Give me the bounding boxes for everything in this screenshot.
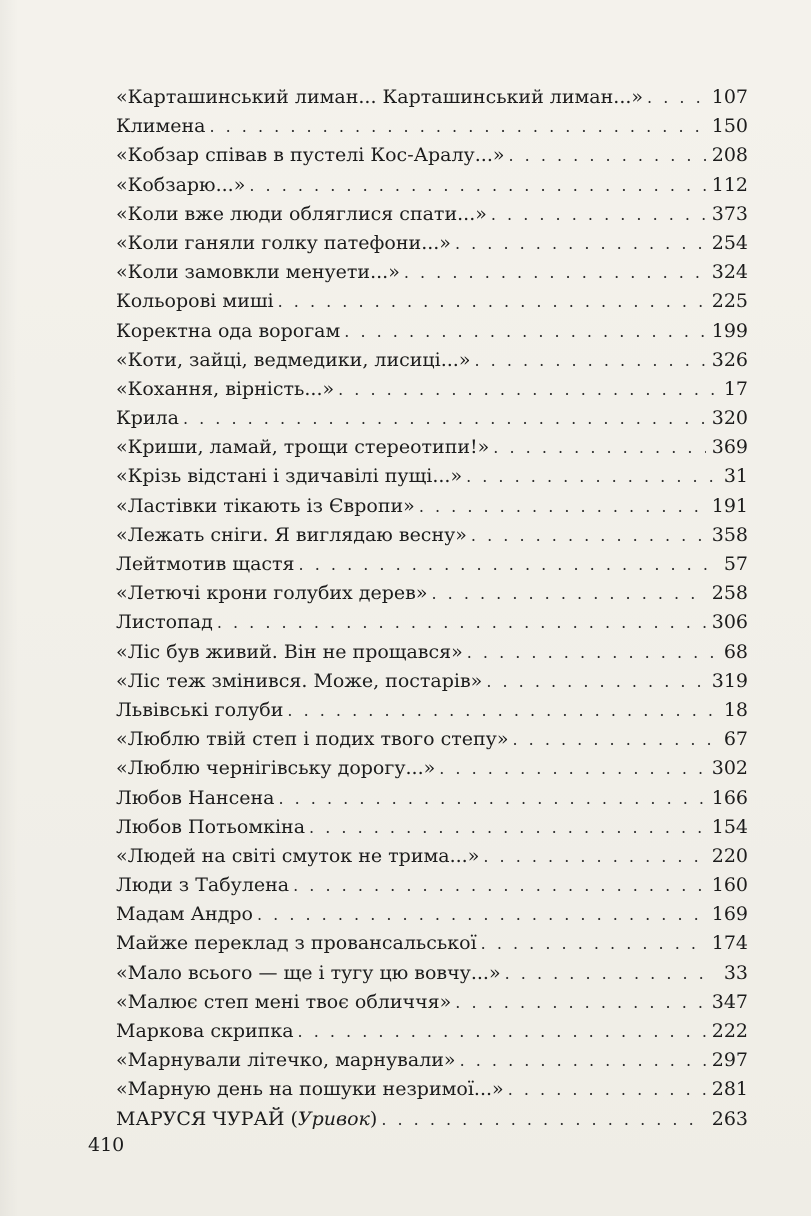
toc-entry	[116, 433, 748, 462]
toc-entry	[116, 200, 748, 229]
toc-entry	[116, 1075, 748, 1104]
toc-page-number: 17	[723, 377, 748, 400]
toc-entry-title: «Коли замовкли менуети...»	[116, 261, 400, 284]
toc-entry-title: «Люблю твій степ і подих твого степу»	[116, 728, 509, 751]
toc-leader-dots	[338, 375, 714, 404]
toc-entry-title: Лейтмотив щастя	[116, 553, 295, 575]
toc-entry	[116, 287, 748, 316]
toc-leader-dots	[404, 258, 706, 287]
toc-page-number: 208	[711, 144, 748, 167]
toc-page-number: 31	[723, 465, 748, 488]
toc-entry-title	[116, 1105, 381, 1134]
toc-entry-title: «Ліс був живий. Він не прощався»	[116, 640, 463, 663]
toc-page-number: 166	[711, 786, 748, 809]
toc-entry-title: Листопад	[116, 611, 213, 634]
toc-page-number: 297	[711, 1049, 748, 1072]
toc-entry-title: Мадам Андро	[116, 903, 253, 926]
toc-page-number: 306	[711, 611, 748, 634]
toc-entry-title: «Марную день на пошуки незримої...»	[116, 1078, 504, 1101]
toc-leader-dots	[508, 141, 705, 170]
toc-leader-dots	[486, 667, 705, 696]
toc-entry	[116, 521, 748, 550]
toc-page-number: 373	[711, 202, 748, 225]
toc-entry	[116, 638, 748, 667]
toc-leader-dots	[299, 550, 714, 579]
toc-leader-dots	[471, 521, 706, 550]
toc-page-number: 68	[723, 640, 748, 663]
toc-entry	[116, 929, 748, 958]
toc-page-number: 320	[711, 407, 748, 430]
toc-leader-dots	[474, 346, 705, 375]
toc-entry-title: «Кохання, вірність...»	[116, 377, 335, 400]
toc-entry-title: «Люблю чернігівську дорогу...»	[116, 757, 436, 780]
toc-entry	[116, 1017, 748, 1046]
toc-entry-title-italic: Уривок	[297, 1107, 370, 1130]
toc-entry	[116, 725, 748, 754]
toc-page-number: 281	[711, 1078, 748, 1101]
toc-entry	[116, 404, 748, 433]
toc-leader-dots	[209, 112, 705, 141]
toc-leader-dots	[439, 754, 705, 783]
toc-page-number: 302	[711, 757, 748, 780]
toc-leader-dots	[505, 959, 714, 988]
toc-entry-title: Коректна ода ворогам	[116, 319, 341, 342]
toc-entry	[116, 112, 748, 141]
toc-entry-title: «Людей на світі смуток не трима...»	[116, 844, 480, 867]
toc-page-number: 18	[723, 698, 748, 721]
toc-page-number: 160	[711, 874, 748, 897]
toc-page-number: 112	[711, 173, 748, 196]
toc-page-number: 220	[711, 844, 748, 867]
toc-page-number: 358	[711, 523, 748, 546]
toc-page-number: 150	[711, 115, 748, 138]
toc-page-number: 33	[723, 961, 748, 984]
toc-entry-title: «Кобзар співав в пустелі Кос-Аралу...»	[116, 144, 505, 167]
toc-page-number: 369	[711, 436, 748, 459]
toc-entry	[116, 141, 748, 170]
toc-leader-dots	[455, 988, 705, 1017]
toc-entry-title: «Лежать сніги. Я виглядаю весну»	[116, 523, 467, 546]
toc-entry-title: Кольорові миші	[116, 290, 274, 313]
toc-entry	[116, 784, 748, 813]
toc-leader-dots	[344, 317, 705, 346]
toc-leader-dots	[217, 608, 706, 637]
toc-entry-title: «Карташинський лиман... Карташинський лиман...»	[116, 86, 644, 108]
toc-entry-title: «Кобзарю...»	[116, 173, 246, 196]
toc-page-number: 326	[711, 348, 748, 371]
toc-entry-title: Любов Потьомкіна	[116, 815, 306, 838]
toc-page-number: 324	[711, 261, 748, 284]
toc-entry-title: Люди з Табулена	[116, 874, 290, 897]
toc-leader-dots	[512, 725, 714, 754]
toc-entry-title: «Криши, ламай, трощи стереотипи!»	[116, 436, 490, 459]
toc-entry-last	[116, 1105, 748, 1134]
toc-entry-title: «Малює степ мені твоє обличчя»	[116, 990, 452, 1013]
toc-leader-dots	[491, 200, 706, 229]
toc-page-number: 222	[711, 1020, 748, 1042]
toc-entry-title: Майже переклад з провансальської	[116, 932, 477, 955]
toc-entry	[116, 346, 748, 375]
toc-entry	[116, 375, 748, 404]
toc-page-number: 174	[711, 932, 748, 955]
toc-entry	[116, 988, 748, 1017]
toc-leader-dots	[278, 784, 705, 813]
toc-leader-dots	[508, 1075, 706, 1104]
toc-entry-title-end: )	[369, 1107, 378, 1130]
toc-entry-title: «Ластівки тікають із Європи»	[116, 494, 415, 517]
toc-entry-title-main: МАРУСЯ ЧУРАЙ (	[116, 1107, 298, 1130]
toc-entry	[116, 317, 748, 346]
toc-entry	[116, 696, 748, 725]
toc-page-number: 225	[711, 290, 748, 313]
toc-entry	[116, 550, 748, 579]
toc-page-number: 319	[711, 669, 748, 692]
toc-entry	[116, 492, 748, 521]
toc-leader-dots	[249, 171, 705, 200]
toc-leader-dots	[431, 579, 705, 608]
toc-entry	[116, 1046, 748, 1075]
toc-leader-dots	[481, 929, 706, 958]
toc-page-number: 107	[711, 86, 748, 108]
toc-entry	[116, 871, 748, 900]
toc-page-number: 263	[711, 1107, 748, 1130]
toc-leader-dots	[183, 404, 706, 433]
table-of-contents	[116, 83, 748, 1134]
toc-page-number: 67	[723, 728, 748, 751]
toc-leader-dots	[483, 842, 705, 871]
toc-page-number: 254	[711, 231, 748, 254]
toc-leader-dots	[467, 638, 714, 667]
toc-entry	[116, 608, 748, 637]
toc-entry	[116, 579, 748, 608]
toc-leader-dots	[298, 1017, 706, 1046]
toc-leader-dots	[257, 900, 706, 929]
toc-entry	[116, 83, 748, 112]
toc-leader-dots	[293, 871, 706, 900]
toc-leader-dots	[647, 83, 706, 112]
toc-page-number: 169	[711, 903, 748, 926]
toc-entry	[116, 462, 748, 491]
toc-leader-dots	[455, 229, 706, 258]
toc-entry-title: «Летючі крони голубих дерев»	[116, 582, 428, 605]
toc-entry	[116, 842, 748, 871]
toc-entry-title: Маркова скрипка	[116, 1020, 294, 1042]
toc-entry-title: «Мало всього — ще і тугу цю вовчу...»	[116, 961, 501, 984]
toc-entry-title: «Коли вже люди обляглися спати...»	[116, 202, 487, 225]
toc-entry-title: Львівські голуби	[116, 698, 284, 721]
toc-leader-dots	[278, 287, 706, 316]
toc-page-number: 57	[723, 553, 748, 575]
toc-entry	[116, 813, 748, 842]
toc-leader-dots	[466, 462, 714, 491]
toc-entry-title: «Коти, зайці, ведмедики, лисиці...»	[116, 348, 471, 371]
toc-page-number: 347	[711, 990, 748, 1013]
toc-leader-dots	[381, 1105, 705, 1134]
toc-entry	[116, 959, 748, 988]
toc-entry-title: «Марнували літечко, марнували»	[116, 1049, 456, 1072]
toc-entry	[116, 754, 748, 783]
toc-page-number: 191	[711, 494, 748, 517]
toc-leader-dots	[287, 696, 714, 725]
toc-leader-dots	[419, 492, 706, 521]
toc-entry	[116, 258, 748, 287]
page-number: 410	[88, 1134, 125, 1156]
toc-leader-dots	[309, 813, 706, 842]
toc-entry	[116, 900, 748, 929]
toc-entry	[116, 229, 748, 258]
toc-entry-title: «Крізь відстані і здичавілі пущі...»	[116, 465, 463, 488]
toc-entry-title: Климена	[116, 115, 206, 138]
toc-page-number: 154	[711, 815, 748, 838]
toc-page-number: 199	[711, 319, 748, 342]
toc-entry-title: «Коли ганяли голку патефони...»	[116, 231, 451, 254]
toc-entry-title: Любов Нансена	[116, 786, 275, 809]
toc-entry	[116, 171, 748, 200]
toc-entry-title: «Ліс теж змінився. Може, постарів»	[116, 669, 483, 692]
toc-page-number: 258	[711, 582, 748, 605]
toc-leader-dots	[460, 1046, 706, 1075]
toc-entry	[116, 667, 748, 696]
toc-entry-title: Крила	[116, 407, 179, 430]
toc-leader-dots	[493, 433, 705, 462]
